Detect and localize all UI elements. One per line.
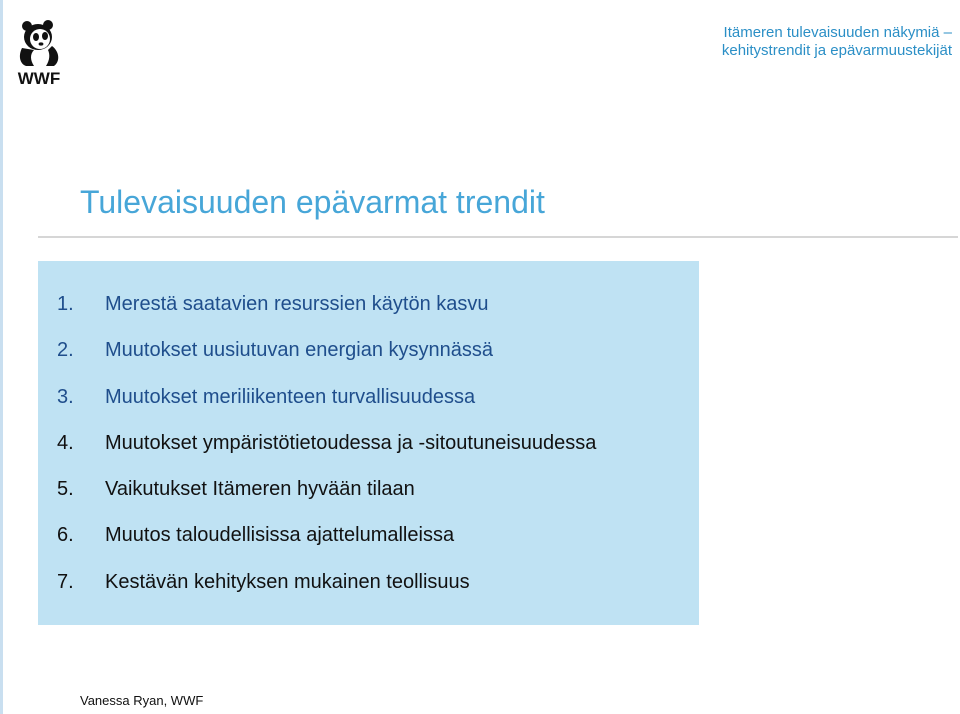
- list-item: [57, 293, 596, 339]
- list-item-number: 5.: [57, 478, 74, 501]
- list-item-text: Merestä saatavien resurssien käytön kasvu: [105, 293, 489, 315]
- list-item-number: 4.: [57, 431, 74, 454]
- list-item: [57, 339, 596, 385]
- list-item: [57, 386, 596, 432]
- footer-author: Vanessa Ryan, WWF: [80, 693, 204, 708]
- left-edge-stripe: [0, 0, 3, 714]
- header-subtitle-line2: kehitystrendit ja epävarmuustekijät: [721, 42, 952, 59]
- header-subtitle-line1: Itämeren tulevaisuuden näkymiä –: [723, 24, 952, 41]
- list-item-text: Kestävän kehityksen mukainen teollisuus: [105, 570, 470, 593]
- list-item-text: Muutokset meriliikenteen turvallisuudessa: [105, 385, 476, 408]
- list-item-text: Muutokset ympäristötietoudessa ja -sitoutuneisuudessa: [105, 431, 597, 454]
- list-item: [57, 571, 596, 617]
- title-divider: [38, 236, 958, 238]
- list-item-number: 2.: [57, 339, 74, 362]
- list-item: [57, 524, 596, 570]
- list-item-number: 6.: [57, 524, 74, 547]
- list-item-text: Vaikutukset Itämeren hyvään tilaan: [105, 478, 415, 501]
- list-item-number: 7.: [57, 570, 74, 593]
- list-item-text: Muutokset uusiutuvan energian kysynnässä: [105, 339, 494, 362]
- list-item-number: 1.: [57, 293, 74, 315]
- wwf-logo: [14, 18, 70, 92]
- list-item-text: Muutos taloudellisissa ajattelumalleissa: [105, 524, 455, 547]
- wwf-logo-text: WWF: [17, 69, 61, 88]
- slide-title: Tulevaisuuden epävarmat trendit: [80, 184, 545, 220]
- list-item: [57, 432, 596, 478]
- panda-icon: [14, 18, 64, 68]
- trend-list: [57, 293, 596, 617]
- list-item: [57, 478, 596, 524]
- header-subtitle: [722, 24, 952, 60]
- trend-list-box: [38, 261, 699, 625]
- list-item-number: 3.: [57, 385, 74, 408]
